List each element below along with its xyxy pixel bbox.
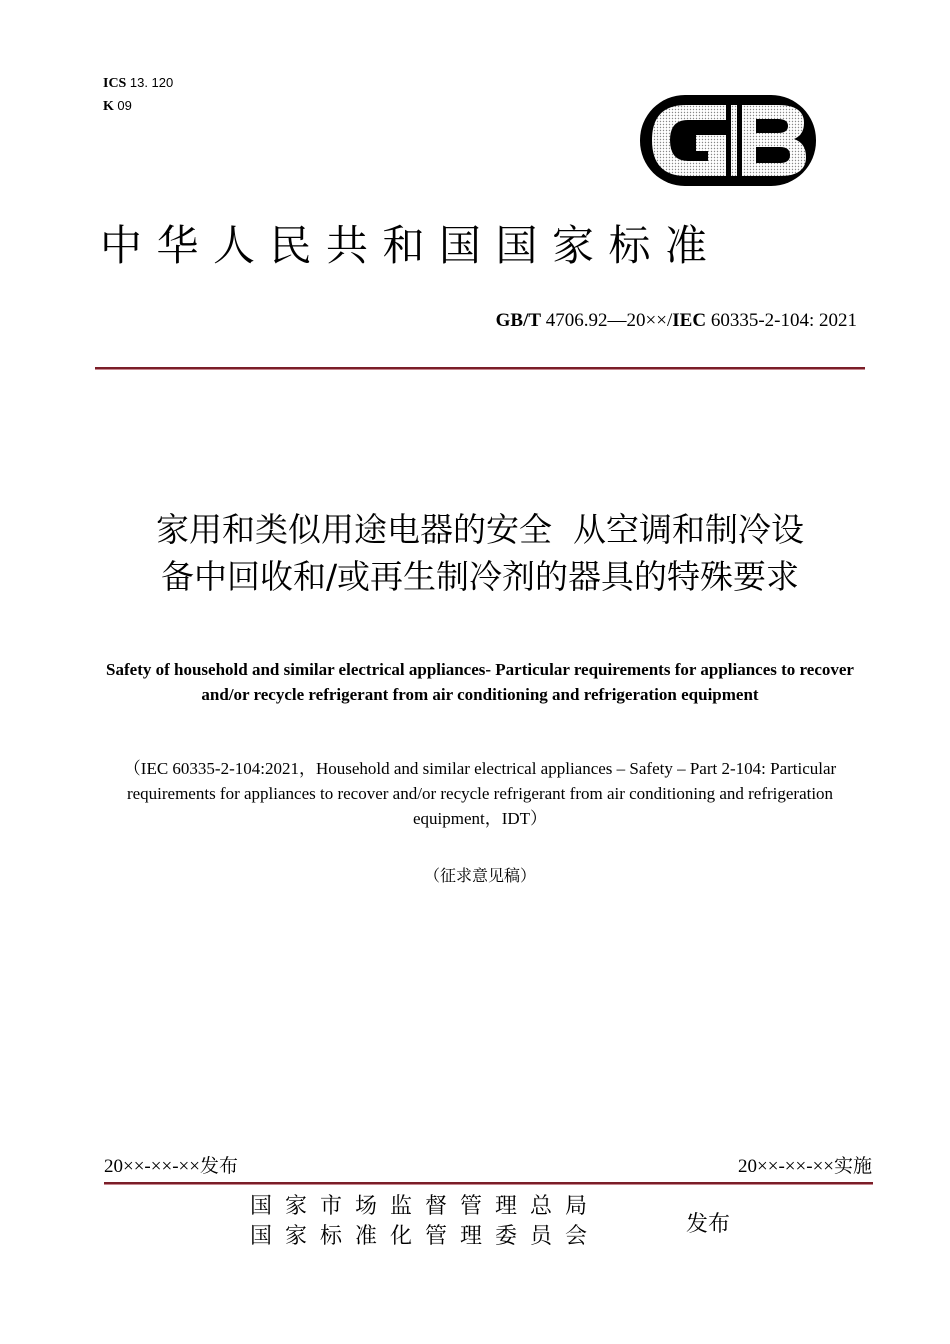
- ccs-code: K 09: [103, 98, 132, 114]
- national-standard-title: 中华人民共和国国家标准: [100, 221, 722, 270]
- issuer-sac: 国家标准化管理委员会: [250, 1224, 601, 1249]
- issuing-authorities: [250, 1192, 600, 1252]
- issued-label: 发布: [686, 1212, 731, 1237]
- footer-divider: [104, 1182, 873, 1184]
- gb-logo-icon: [638, 93, 818, 188]
- chinese-title-line-2: 备中回收和/或再生制冷剂的器具的特殊要求: [160, 557, 800, 596]
- implement-date: 20××-××-××实施: [738, 1156, 872, 1177]
- issuer-samr: 国家市场监督管理总局: [250, 1194, 601, 1219]
- english-title: Safety of household and similar electrical appliances- Particular requirements for appliances to recover and/or recycle refrigerant from air conditioning and refrigeration equipment: [106, 660, 854, 704]
- chinese-title: [100, 506, 860, 600]
- publish-date: 20××-××-××发布: [104, 1156, 238, 1177]
- standard-number: GB/T 4706.92—20××/IEC 60335-2-104: 2021: [495, 310, 857, 331]
- header-divider: [95, 367, 865, 369]
- draft-status: （征求意见稿）: [423, 868, 536, 885]
- chinese-title-line-1: 家用和类似用途电器的安全 从空调和制冷设: [156, 510, 804, 549]
- classification-codes: [103, 72, 173, 118]
- iec-equivalence-note: （IEC 60335-2-104:2021，Household and similar electrical appliances – Safety – Part 2-104: Particular requirements for appliances to recover and/or recycle refrigerant from air conditioning and refrigeration equipment，IDT）: [123, 759, 837, 828]
- ics-code: ICS 13. 120: [103, 75, 174, 91]
